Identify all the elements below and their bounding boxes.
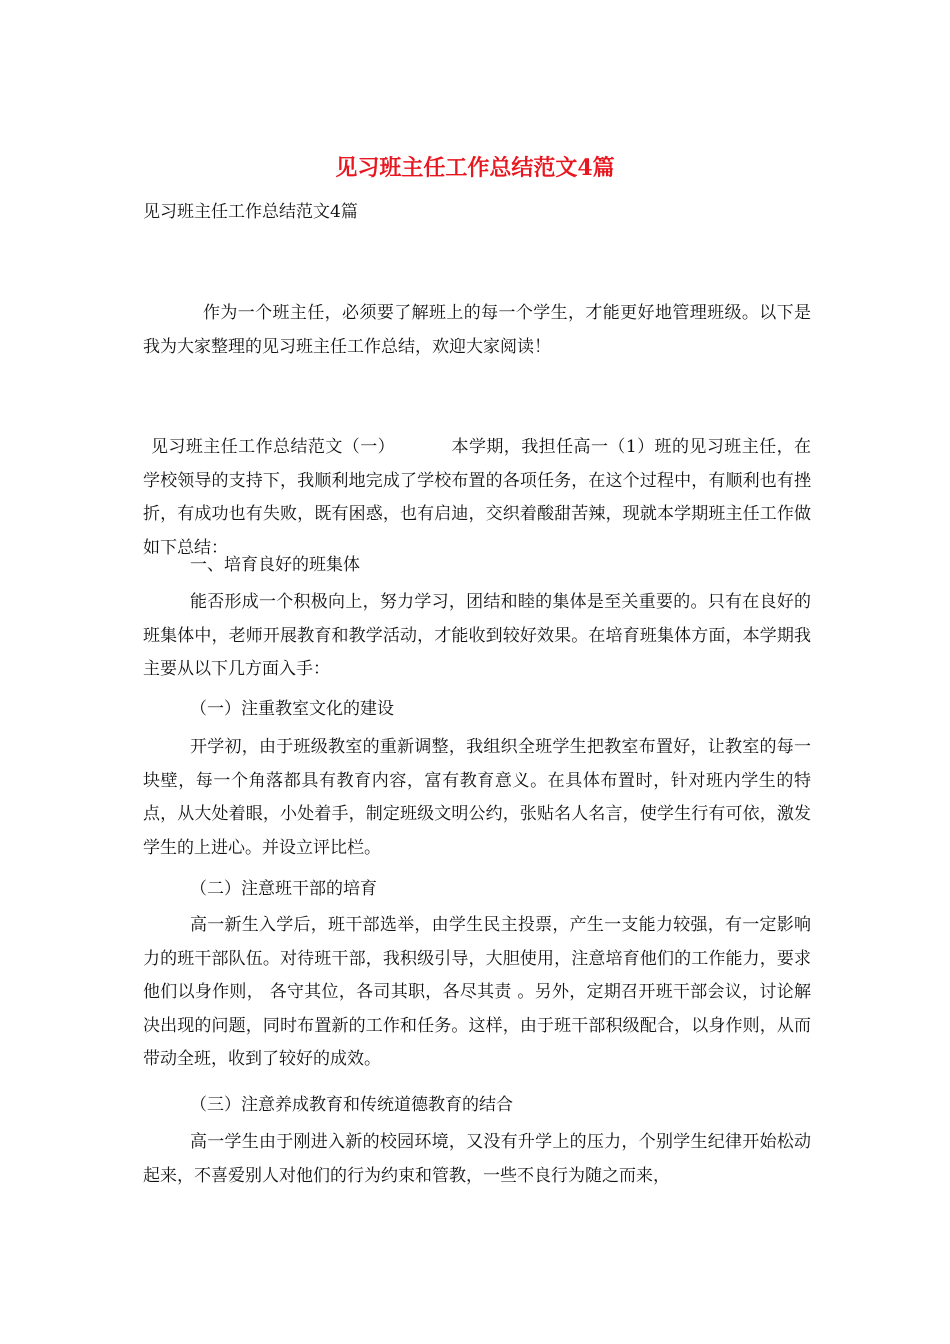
document-subtitle: 见习班主任工作总结范文4篇 [143, 202, 358, 222]
heading-2: （一）注重教室文化的建设 [190, 699, 394, 719]
intro-paragraph: 作为一个班主任，必须要了解班上的每一个学生，才能更好地管理班级。以下是我为大家整理的见习班主任工作总结，欢迎大家阅读！ [143, 303, 811, 357]
section1-heading: 见习班主任工作总结范文（一） [151, 437, 396, 457]
heading-3: （二）注意班干部的培育 [190, 879, 377, 899]
paragraph-3: 高一新生入学后，班干部选举，由学生民主投票，产生一支能力较强，有一定影响力的班干部队伍。对待班干部，我积级引导，大胆使用，注意培育他们的工作能力，要求他们以身作则， 各守其位，各司其职，各尽其责 。另外，定期召开班干部会议，讨论解决出现的问题，同时布置新的工作和任务。这样，由于班干部积级配合，以身作则，从而带动全班，收到了较好的成效。 [143, 915, 811, 1069]
paragraph-4: 高一学生由于刚进入新的校园环境，又没有升学上的压力，个别学生纪律开始松动起来，不喜爱别人对他们的行为约束和管教，一些不良行为随之而来， [143, 1132, 811, 1186]
paragraph-2: 开学初，由于班级教室的重新调整，我组织全班学生把教室布置好，让教室的每一块壁，每一个角落都具有教育内容，富有教育意义。在具体布置时，针对班内学生的特点，从大处着眼，小处着手，制定班级文明公约，张贴名人名言，使学生行有可依，激发学生的上进心。并设立评比栏。 [143, 737, 811, 858]
document-title: 见习班主任工作总结范文4篇 [335, 155, 615, 181]
heading-1: 一、培育良好的班集体 [190, 555, 360, 575]
paragraph-1: 能否形成一个积极向上，努力学习，团结和睦的集体是至关重要的。只有在良好的班集体中，老师开展教育和教学活动，才能收到较好效果。在培育班集体方面，本学期我主要从以下几方面入手： [143, 592, 811, 679]
section1-paragraph [143, 431, 811, 565]
heading-4: （三）注意养成教育和传统道德教育的结合 [190, 1095, 513, 1115]
section1-text: 本学期，我担任高一（1）班的见习班主任，在学校领导的支持下，我顺利地完成了学校布置的各项任务，在这个过程中，有顺利也有挫折，有成功也有失败，既有困惑，也有启迪，交织着酸甜苦辣，现就本学期班主任工作做如下总结： [143, 437, 811, 558]
